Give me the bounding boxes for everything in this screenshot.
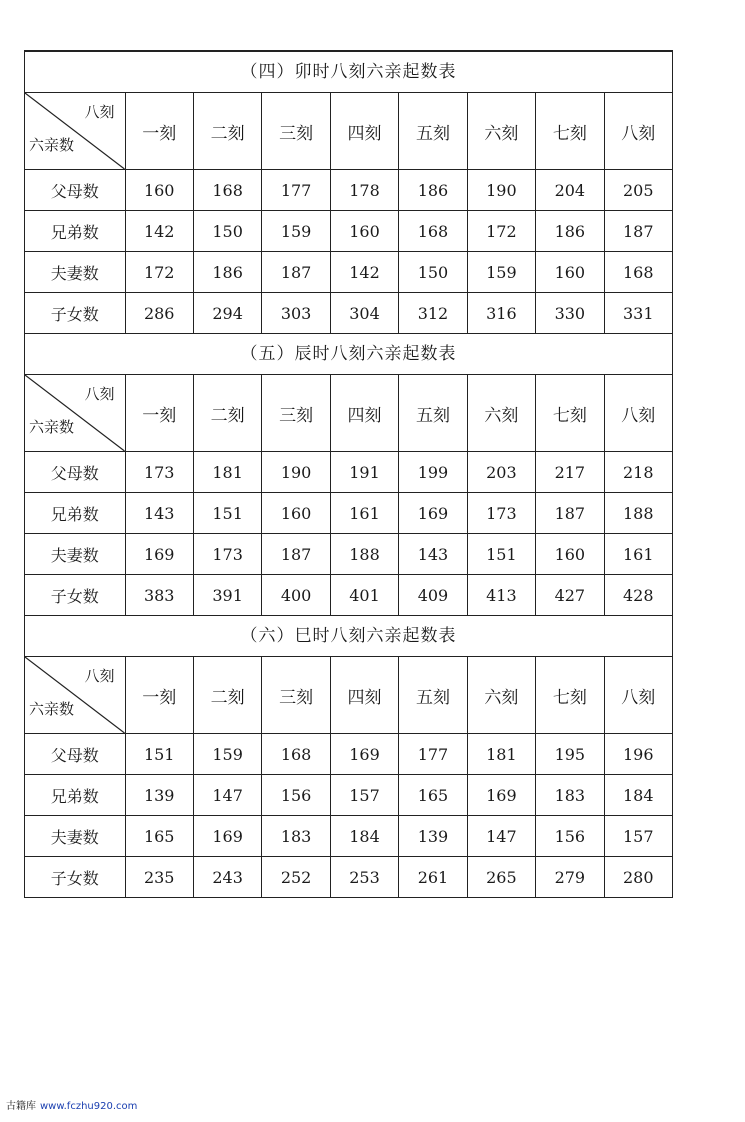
row-label: 兄弟数: [25, 211, 125, 252]
column-header: 六刻: [467, 93, 535, 170]
table-cell: 187: [604, 211, 672, 252]
table-cell: 187: [262, 534, 330, 575]
table-cell: 160: [262, 493, 330, 534]
column-header: 二刻: [193, 93, 261, 170]
header-row: [25, 93, 673, 170]
table-row: [25, 857, 673, 898]
table-row: [25, 534, 673, 575]
column-header: 一刻: [125, 657, 193, 734]
column-header: 二刻: [193, 375, 261, 452]
table-cell: 173: [467, 493, 535, 534]
table-cell: 159: [193, 734, 261, 775]
corner-cell: [25, 375, 125, 452]
column-header: 七刻: [536, 93, 604, 170]
table-cell: 172: [125, 252, 193, 293]
table-cell: 169: [193, 816, 261, 857]
column-header: 三刻: [262, 657, 330, 734]
column-header: 五刻: [399, 93, 467, 170]
table-row: [25, 575, 673, 616]
table-cell: 261: [399, 857, 467, 898]
table-cell: 195: [536, 734, 604, 775]
table-cell: 143: [399, 534, 467, 575]
table-block-mao: [25, 52, 673, 334]
table-cell: 143: [125, 493, 193, 534]
table-cell: 151: [193, 493, 261, 534]
table-cell: 156: [536, 816, 604, 857]
table-row: [25, 734, 673, 775]
table-cell: 428: [604, 575, 672, 616]
corner-top-label: 八刻: [84, 385, 115, 403]
column-header: 七刻: [536, 375, 604, 452]
row-label: 子女数: [25, 293, 125, 334]
table-title: （四）卯时八刻六亲起数表: [25, 52, 673, 93]
table-cell: 178: [330, 170, 398, 211]
header-row: [25, 657, 673, 734]
table-cell: 191: [330, 452, 398, 493]
column-header: 八刻: [604, 375, 672, 452]
corner-cell: [25, 657, 125, 734]
column-header: 六刻: [467, 375, 535, 452]
table-cell: 168: [604, 252, 672, 293]
table-cell: 159: [262, 211, 330, 252]
table-cell: 316: [467, 293, 535, 334]
table-cell: 186: [399, 170, 467, 211]
table-row: [25, 452, 673, 493]
table-cell: 253: [330, 857, 398, 898]
table-cell: 383: [125, 575, 193, 616]
table-cell: 168: [399, 211, 467, 252]
row-label: 兄弟数: [25, 493, 125, 534]
corner-cell: [25, 93, 125, 170]
column-header: 三刻: [262, 375, 330, 452]
table-cell: 312: [399, 293, 467, 334]
table-cell: 188: [330, 534, 398, 575]
table-cell: 187: [536, 493, 604, 534]
table-cell: 177: [262, 170, 330, 211]
table-title: （六）巳时八刻六亲起数表: [25, 616, 673, 657]
table-cell: 150: [193, 211, 261, 252]
table-cell: 169: [125, 534, 193, 575]
table-cell: 331: [604, 293, 672, 334]
column-header: 八刻: [604, 93, 672, 170]
table-cell: 157: [330, 775, 398, 816]
row-label: 夫妻数: [25, 534, 125, 575]
table-block-si: [25, 616, 673, 898]
column-header: 四刻: [330, 93, 398, 170]
column-header: 六刻: [467, 657, 535, 734]
corner-top-label: 八刻: [84, 667, 115, 685]
table-cell: 186: [193, 252, 261, 293]
table-cell: 165: [125, 816, 193, 857]
table-title: （五）辰时八刻六亲起数表: [25, 334, 673, 375]
table-cell: 147: [193, 775, 261, 816]
table-cell: 235: [125, 857, 193, 898]
row-label: 兄弟数: [25, 775, 125, 816]
table-cell: 161: [330, 493, 398, 534]
table-cell: 151: [125, 734, 193, 775]
table-cell: 142: [330, 252, 398, 293]
row-label: 夫妻数: [25, 252, 125, 293]
table-cell: 168: [262, 734, 330, 775]
table-cell: 172: [467, 211, 535, 252]
column-header: 三刻: [262, 93, 330, 170]
table-cell: 177: [399, 734, 467, 775]
table-cell: 142: [125, 211, 193, 252]
table-cell: 409: [399, 575, 467, 616]
table-cell: 330: [536, 293, 604, 334]
row-label: 父母数: [25, 734, 125, 775]
table-cell: 413: [467, 575, 535, 616]
table-cell: 181: [193, 452, 261, 493]
table-cell: 165: [399, 775, 467, 816]
table-cell: 168: [193, 170, 261, 211]
table-cell: 190: [262, 452, 330, 493]
header-row: [25, 375, 673, 452]
table-cell: 294: [193, 293, 261, 334]
row-label: 父母数: [25, 170, 125, 211]
table-row: [25, 816, 673, 857]
table-cell: 181: [467, 734, 535, 775]
row-label: 父母数: [25, 452, 125, 493]
column-header: 一刻: [125, 375, 193, 452]
table-cell: 150: [399, 252, 467, 293]
table-cell: 161: [604, 534, 672, 575]
number-table: [25, 93, 673, 334]
table-cell: 173: [193, 534, 261, 575]
table-row: [25, 211, 673, 252]
table-cell: 186: [536, 211, 604, 252]
table-cell: 217: [536, 452, 604, 493]
table-cell: 173: [125, 452, 193, 493]
table-cell: 199: [399, 452, 467, 493]
table-cell: 160: [536, 534, 604, 575]
table-cell: 156: [262, 775, 330, 816]
table-cell: 303: [262, 293, 330, 334]
table-row: [25, 170, 673, 211]
site-name: 古籍库: [6, 1101, 36, 1112]
table-cell: 147: [467, 816, 535, 857]
table-cell: 391: [193, 575, 261, 616]
table-cell: 169: [467, 775, 535, 816]
table-cell: 252: [262, 857, 330, 898]
column-header: 二刻: [193, 657, 261, 734]
table-cell: 157: [604, 816, 672, 857]
table-cell: 169: [330, 734, 398, 775]
table-cell: 159: [467, 252, 535, 293]
table-cell: 151: [467, 534, 535, 575]
table-cell: 160: [125, 170, 193, 211]
table-cell: 427: [536, 575, 604, 616]
column-header: 七刻: [536, 657, 604, 734]
table-cell: 183: [536, 775, 604, 816]
table-cell: 187: [262, 252, 330, 293]
table-cell: 205: [604, 170, 672, 211]
column-header: 一刻: [125, 93, 193, 170]
table-cell: 265: [467, 857, 535, 898]
corner-top-label: 八刻: [84, 103, 115, 121]
table-cell: 184: [330, 816, 398, 857]
table-cell: 139: [125, 775, 193, 816]
column-header: 四刻: [330, 375, 398, 452]
site-footer: [6, 1097, 137, 1112]
column-header: 四刻: [330, 657, 398, 734]
table-cell: 401: [330, 575, 398, 616]
table-row: [25, 775, 673, 816]
table-cell: 279: [536, 857, 604, 898]
row-label: 子女数: [25, 575, 125, 616]
column-header: 五刻: [399, 657, 467, 734]
table-cell: 188: [604, 493, 672, 534]
table-cell: 286: [125, 293, 193, 334]
column-header: 八刻: [604, 657, 672, 734]
column-header: 五刻: [399, 375, 467, 452]
row-label: 子女数: [25, 857, 125, 898]
table-cell: 184: [604, 775, 672, 816]
table-cell: 196: [604, 734, 672, 775]
number-table: [25, 657, 673, 898]
table-cell: 160: [536, 252, 604, 293]
table-cell: 160: [330, 211, 398, 252]
table-cell: 304: [330, 293, 398, 334]
table-row: [25, 252, 673, 293]
number-table: [25, 375, 673, 616]
table-cell: 169: [399, 493, 467, 534]
corner-bottom-label: 六亲数: [29, 700, 75, 718]
table-cell: 400: [262, 575, 330, 616]
corner-bottom-label: 六亲数: [29, 136, 75, 154]
row-label: 夫妻数: [25, 816, 125, 857]
table-cell: 204: [536, 170, 604, 211]
table-cell: 218: [604, 452, 672, 493]
corner-bottom-label: 六亲数: [29, 418, 75, 436]
table-cell: 243: [193, 857, 261, 898]
table-cell: 203: [467, 452, 535, 493]
table-cell: 280: [604, 857, 672, 898]
table-block-chen: [25, 334, 673, 616]
table-cell: 139: [399, 816, 467, 857]
table-cell: 190: [467, 170, 535, 211]
table-row: [25, 293, 673, 334]
document-page: [24, 50, 673, 898]
table-cell: 183: [262, 816, 330, 857]
table-row: [25, 493, 673, 534]
site-url-link[interactable]: www.fczhu920.com: [40, 1101, 138, 1112]
